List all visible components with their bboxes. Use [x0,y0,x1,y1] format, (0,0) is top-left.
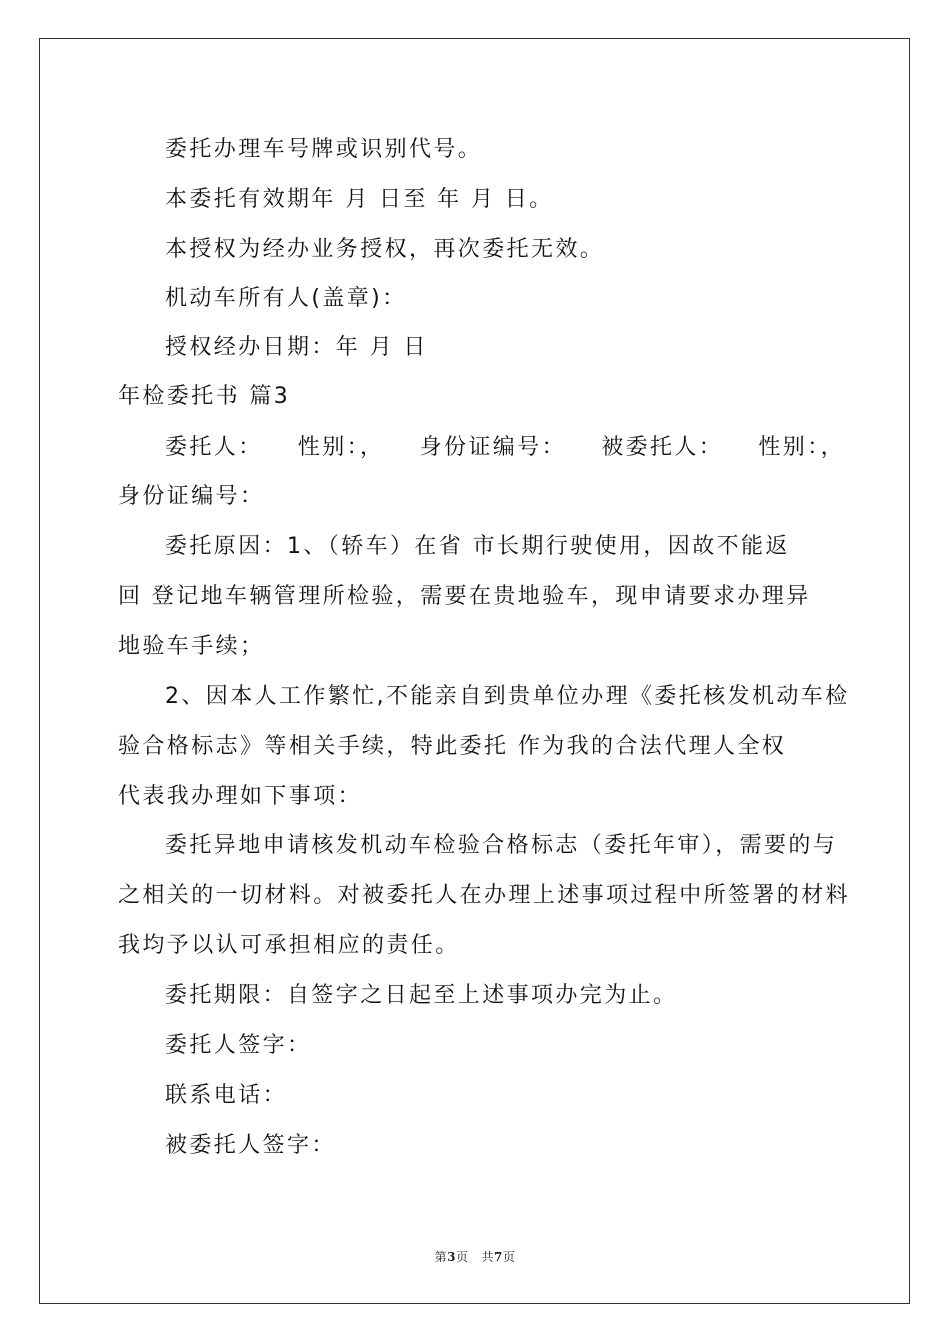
text-line-parties [165,433,845,463]
text-line-vehicle-owner-seal: 机动车所有人(盖章)： [165,286,407,311]
text-line-reason-2: 回 登记地车辆管理所检验，需要在贵地验车，现申请要求办理异 [118,584,811,609]
footer-total-suffix: 页 [502,1250,516,1264]
section-heading: 年检委托书 篇3 [118,384,291,409]
text-line-agent-id: 身份证编号： [118,484,265,509]
principal-label: 委托人： [165,435,263,460]
text-line-vehicle-plate: 委托办理车号牌或识别代号。 [165,137,483,162]
text-line-reason-4: 2、因本人工作繁忙,不能亲自到贵单位办理《委托核发机动车检 [165,684,850,709]
footer-page-number: 3 [447,1250,456,1264]
text-line-contact-phone: 联系电话： [165,1083,288,1108]
agent-gender-label: 性别：， [758,435,845,460]
principal-id-label: 身份证编号： [419,435,566,460]
text-line-term: 委托期限：自签字之日起至上述事项办完为止。 [165,983,678,1008]
text-line-reason-6: 代表我办理如下事项： [118,784,363,809]
text-line-matters-2: 之相关的一切材料。对被委托人在办理上述事项过程中所签署的材料 [118,883,851,908]
principal-gender-label: 性别：， [297,435,385,460]
text-line-reason-1: 委托原因：1、（轿车）在省 市长期行驶使用，因故不能返 [165,534,790,559]
footer-total-prefix: 共 [481,1250,494,1264]
footer-page-prefix: 第 [434,1250,448,1264]
text-line-principal-signature: 委托人签字： [165,1033,312,1058]
footer-page-suffix: 页 [456,1250,469,1264]
text-line-authorization-scope: 本授权为经办业务授权，再次委托无效。 [165,237,605,262]
agent-label: 被委托人： [601,435,724,460]
text-line-authorization-date: 授权经办日期：年 月 日 [165,335,428,360]
text-line-agent-signature: 被委托人签字： [165,1133,336,1158]
text-line-matters-3: 我均予以认可承担相应的责任。 [118,933,460,958]
text-line-validity-period: 本委托有效期年 月 日至 年 月 日。 [165,187,554,212]
page-footer [0,1248,950,1265]
text-line-reason-3: 地验车手续； [118,634,265,659]
text-line-matters-1: 委托异地申请核发机动车检验合格标志（委托年审），需要的与 [165,833,838,858]
page-border [39,38,910,1304]
footer-total-pages: 7 [493,1250,503,1264]
text-line-reason-5: 验合格标志》等相关手续，特此委托 作为我的合法代理人全权 [118,734,787,759]
